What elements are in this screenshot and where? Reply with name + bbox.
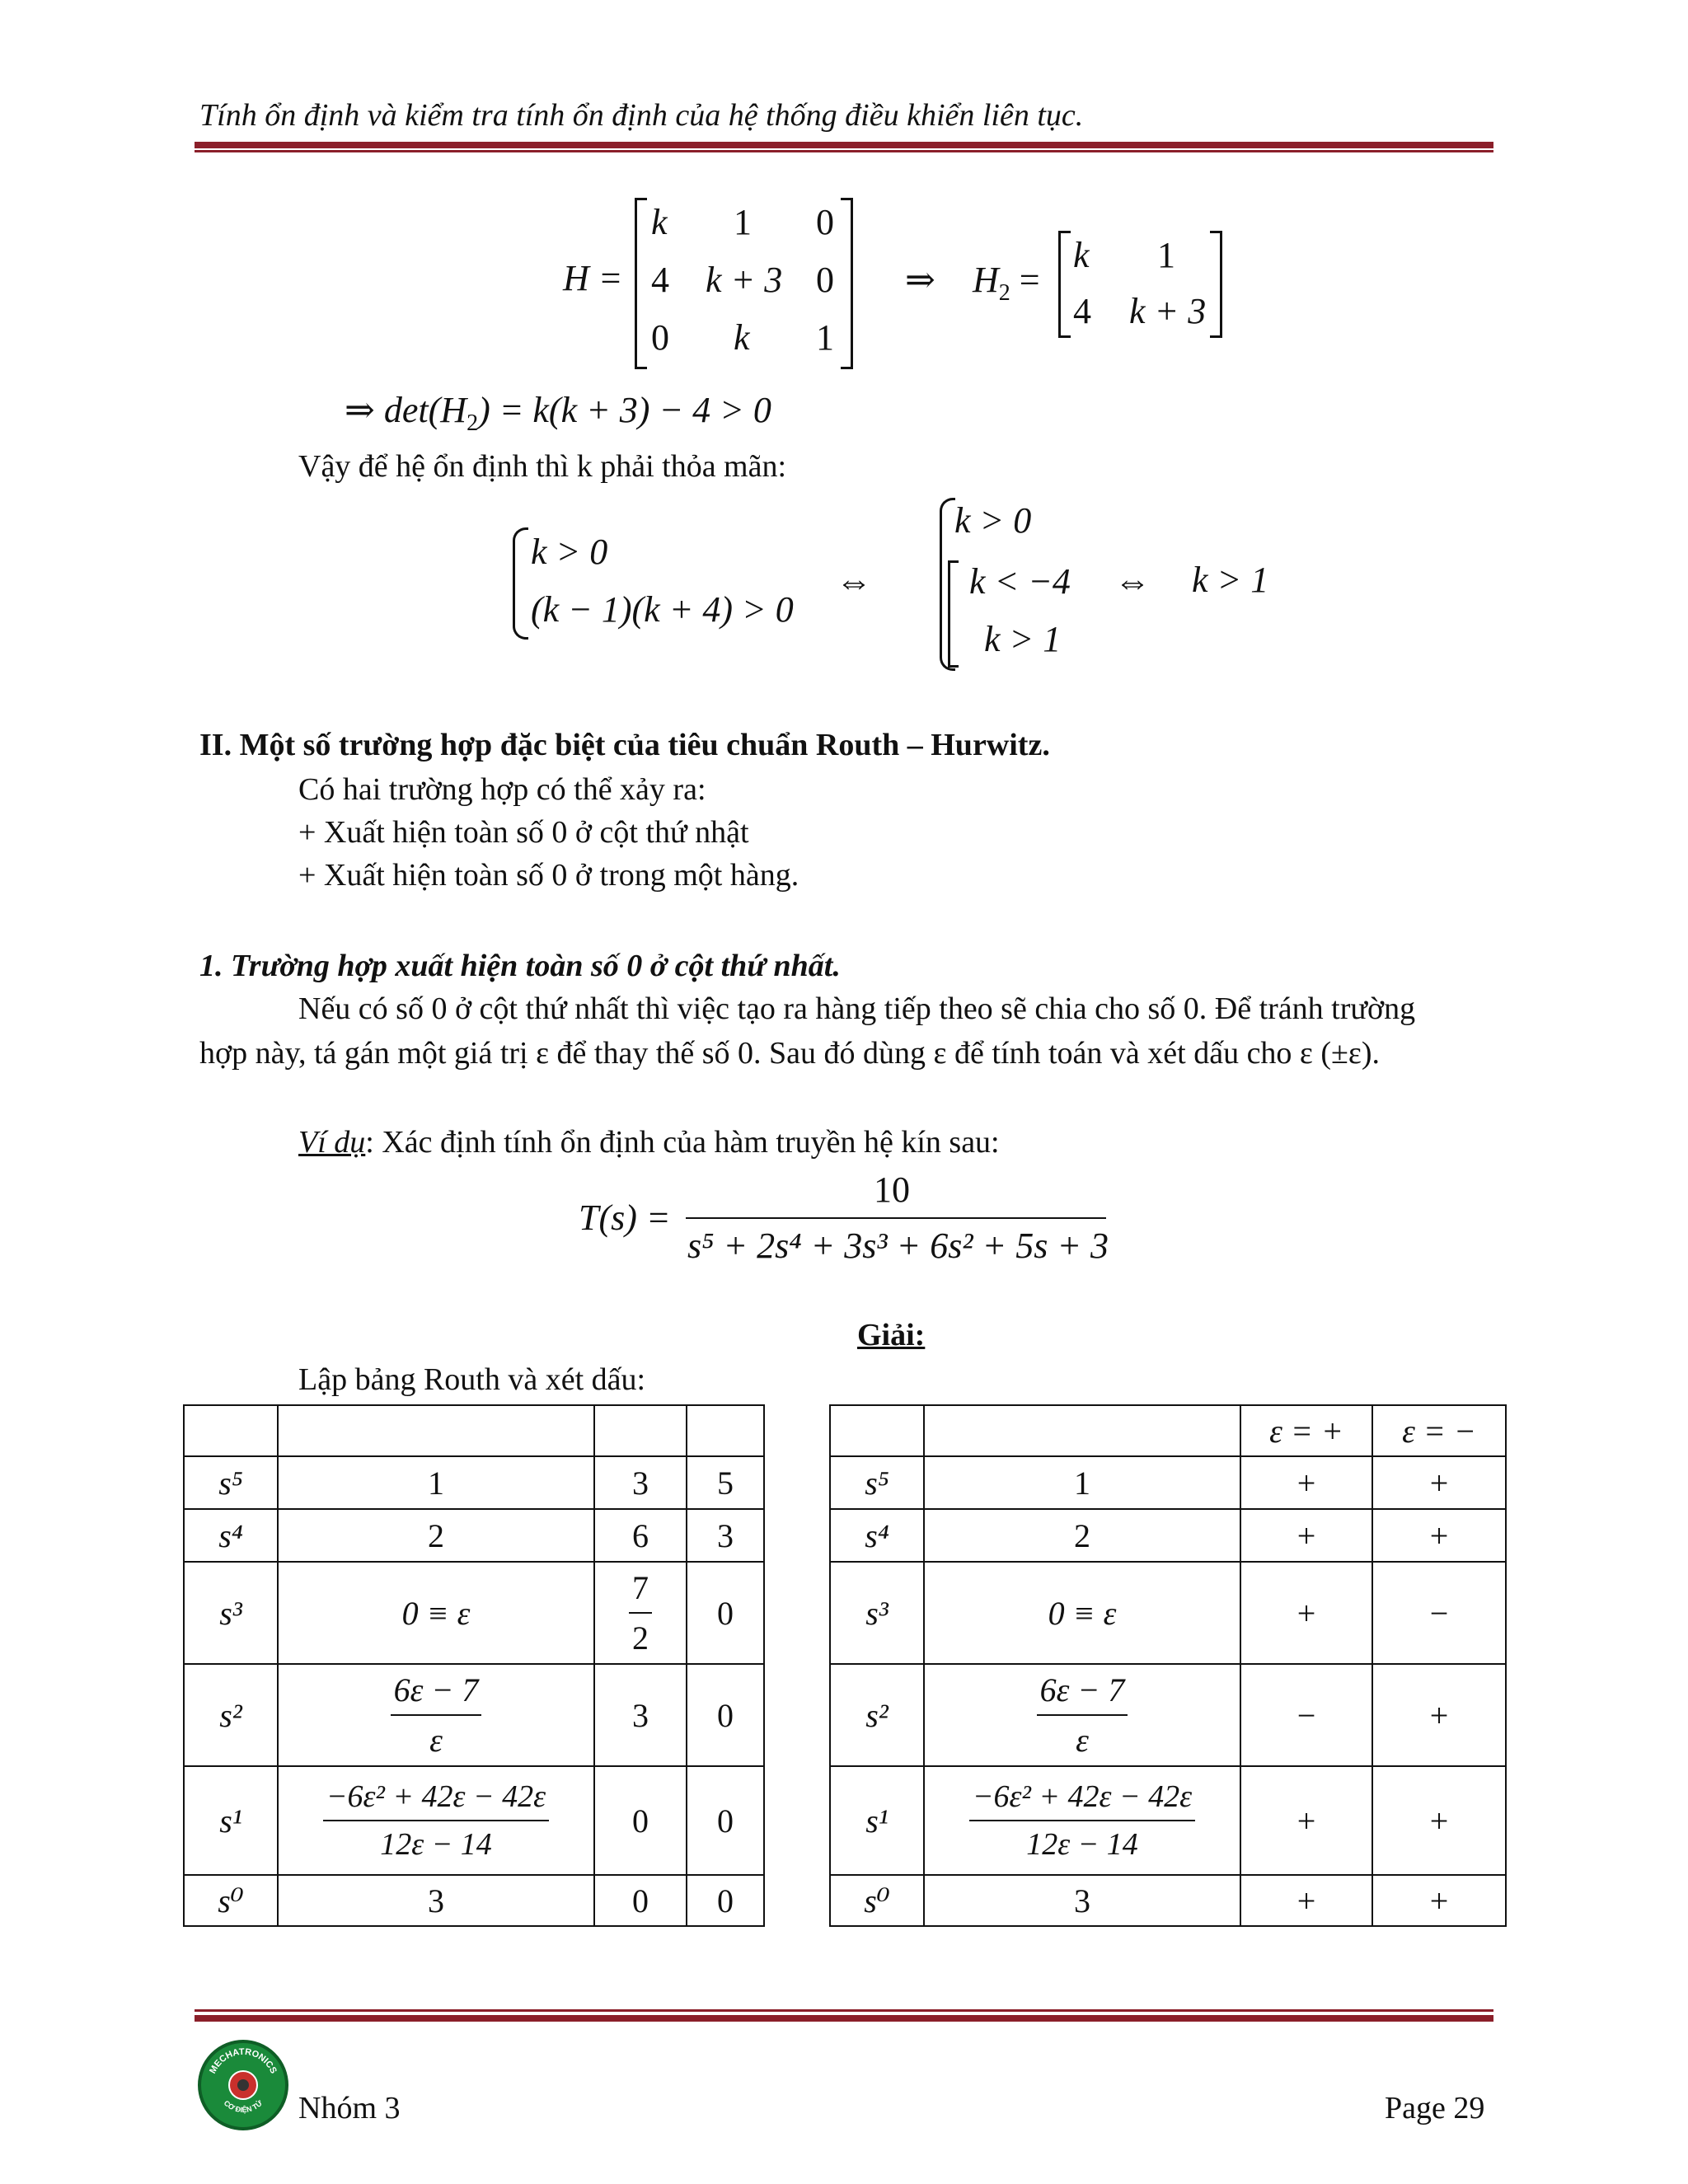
system-brace-left: [513, 527, 528, 640]
sign-cell: 2: [1074, 1516, 1090, 1554]
matrix-cell: k: [734, 317, 750, 358]
sign-row-label: s⁰: [864, 1882, 890, 1919]
header-rule: [195, 142, 1493, 148]
example-label: Ví dụ: [298, 1125, 366, 1160]
matrix-cell: 1: [734, 202, 752, 242]
h2-bracket-right: [1210, 231, 1222, 338]
section-heading: II. Một số trường hợp đặc biệt của tiêu chuẩn Routh – Hurwitz.: [199, 728, 1050, 762]
section-line: Có hai trường hợp có thể xảy ra:: [298, 772, 706, 807]
sign-cell: 3: [1074, 1882, 1090, 1919]
h2-cell: k: [1073, 235, 1090, 275]
h2-bracket-left: [1058, 231, 1071, 338]
footer-group: Nhóm 3: [298, 2091, 401, 2125]
header-rule-thin: [195, 150, 1493, 152]
matrix-cell: 4: [651, 260, 669, 300]
sign-minus-cell: +: [1429, 1516, 1449, 1554]
routh-cell-fraction: $\frac{\text{−6ε² + 42ε − 42ε}}{12\varepsilon - 14}$: [279, 1767, 593, 1874]
routh-row-label: s²: [219, 1696, 242, 1734]
routh-cell: 0: [717, 1802, 734, 1840]
sign-cell: 0 ≡ ε: [1048, 1594, 1117, 1632]
system-mid-line: k > 0: [954, 500, 1032, 541]
h2-cell: 1: [1157, 235, 1175, 275]
sign-minus-cell: +: [1429, 1696, 1449, 1734]
matrix-lhs: H =: [563, 258, 623, 298]
example-text: : Xác định tính ổn định của hàm truyền hệ kín sau:: [365, 1125, 1000, 1160]
routh-cell: 5: [717, 1464, 734, 1502]
system-left-line: k > 0: [531, 532, 608, 572]
routh-cell: 3: [428, 1882, 444, 1919]
routh-row-label: s⁴: [218, 1516, 243, 1554]
sign-plus-cell: +: [1296, 1516, 1316, 1554]
sign-cell-fraction: $\frac{\text{−6ε² + 42ε − 42ε}}{12\varepsilon - 14}$: [925, 1767, 1240, 1874]
matrix-bracket-left: [635, 198, 647, 369]
section-line: + Xuất hiện toàn số 0 ở cột thứ nhật: [298, 815, 749, 850]
page-header-title: Tính ổn định và kiểm tra tính ổn định của hệ thống điều khiển liên tục.: [199, 98, 1084, 133]
sign-header-plus: ε = +: [1269, 1412, 1343, 1450]
sign-minus-cell: +: [1429, 1882, 1449, 1919]
paragraph-line: hợp này, tá gán một giá trị ε để thay thế số 0. Sau đó dùng ε để tính toán và xét dấu cho ε (±ε).: [199, 1036, 1381, 1071]
routh-cell: 3: [717, 1516, 734, 1554]
svg-text:CƠ ĐIỆN TỬ: CƠ ĐIỆN TỬ: [222, 2098, 265, 2115]
svg-text:MECHATRONICS: MECHATRONICS: [208, 2046, 279, 2076]
routh-cell: 0: [717, 1594, 734, 1632]
system-mid-line: k > 1: [984, 619, 1062, 659]
implies-arrow: ⇒: [905, 260, 935, 300]
system-result: k > 1: [1192, 560, 1269, 600]
h2-cell: k + 3: [1129, 291, 1207, 331]
condition-text: Vậy để hệ ổn định thì k phải thỏa mãn:: [298, 449, 787, 484]
subsection-heading: 1. Trường hợp xuất hiện toàn số 0 ở cột thứ nhất.: [199, 949, 841, 983]
matrix-cell: k: [651, 202, 668, 242]
tf-lhs: T(s) =: [579, 1197, 671, 1238]
routh-row-label: s⁰: [218, 1882, 244, 1919]
matrix-cell: 0: [651, 317, 669, 358]
system-left-line: (k − 1)(k + 4) > 0: [531, 589, 794, 630]
paragraph-line: Nếu có số 0 ở cột thứ nhất thì việc tạo ra hàng tiếp theo sẽ chia cho số 0. Để tránh trường: [298, 991, 1416, 1026]
h2-cell: 4: [1073, 291, 1091, 331]
tf-fraction-line: [686, 1217, 1106, 1219]
example-line: [298, 1124, 1000, 1160]
solution-label: Giải:: [857, 1318, 926, 1352]
sign-minus-cell: +: [1429, 1464, 1449, 1502]
det-equation: ⇒ $\det(H_2) = k(k + 3) - 4 > 0$: [345, 390, 771, 436]
routh-cell: 0: [717, 1696, 734, 1734]
routh-cell: 0: [632, 1882, 649, 1919]
matrix-cell: k + 3: [706, 260, 783, 300]
section-line: + Xuất hiện toàn số 0 ở trong một hàng.: [298, 858, 799, 893]
routh-cell: 3: [632, 1696, 649, 1734]
routh-cell: 0: [717, 1882, 734, 1919]
matrix-cell: 1: [816, 317, 834, 358]
sign-minus-cell: +: [1429, 1802, 1449, 1840]
footer-rule-thin: [195, 2009, 1493, 2012]
sign-row-label: s⁵: [865, 1464, 889, 1502]
routh-cell: 1: [428, 1464, 444, 1502]
h2-label: $H_2$ =: [973, 260, 1040, 306]
sign-plus-cell: +: [1296, 1464, 1316, 1502]
sign-plus-cell: −: [1296, 1696, 1316, 1734]
sign-plus-cell: +: [1296, 1802, 1316, 1840]
tf-denominator: s⁵ + 2s⁴ + 3s³ + 6s² + 5s + 3: [687, 1226, 1109, 1266]
routh-cell: 2: [428, 1516, 444, 1554]
routh-intro: Lập bảng Routh và xét dấu:: [298, 1362, 646, 1397]
sign-cell-fraction: $\frac{6\varepsilon - 7}{\varepsilon}$: [925, 1665, 1240, 1765]
footer-rule: [195, 2015, 1493, 2022]
routh-cell: 0: [632, 1802, 649, 1840]
routh-cell: 0 ≡ ε: [401, 1594, 471, 1632]
matrix-cell: 0: [816, 202, 834, 242]
sign-plus-cell: +: [1296, 1882, 1316, 1919]
footer-page-number: Page 29: [1385, 2091, 1485, 2125]
matrix-cell: 0: [816, 260, 834, 300]
routh-row-label: s³: [219, 1594, 242, 1632]
system-mid-line: k < −4: [969, 561, 1071, 602]
sign-row-label: s²: [865, 1696, 889, 1734]
routh-row-label: s⁵: [218, 1464, 243, 1502]
iff-symbol: ⇔: [1114, 561, 1151, 602]
routh-cell: 6: [632, 1516, 649, 1554]
routh-cell-fraction: $\frac{7}{2}$: [595, 1563, 686, 1663]
mechatronics-logo: [198, 2040, 288, 2130]
sign-row-label: s³: [865, 1594, 889, 1632]
sign-header-minus: ε = −: [1402, 1412, 1476, 1450]
sign-minus-cell: −: [1429, 1594, 1449, 1632]
iff-symbol: ⇔: [836, 561, 872, 602]
system-bracket-inner: [948, 560, 959, 668]
routh-row-label: s¹: [219, 1802, 242, 1840]
sign-plus-cell: +: [1296, 1594, 1316, 1632]
tf-numerator: 10: [874, 1169, 910, 1210]
routh-cell: 3: [632, 1464, 649, 1502]
matrix-bracket-right: [841, 198, 853, 369]
sign-row-label: s¹: [865, 1802, 889, 1840]
sign-row-label: s⁴: [865, 1516, 889, 1554]
sign-cell: 1: [1074, 1464, 1090, 1502]
routh-cell-fraction: $\frac{6\varepsilon - 7}{\varepsilon}$: [279, 1665, 593, 1765]
